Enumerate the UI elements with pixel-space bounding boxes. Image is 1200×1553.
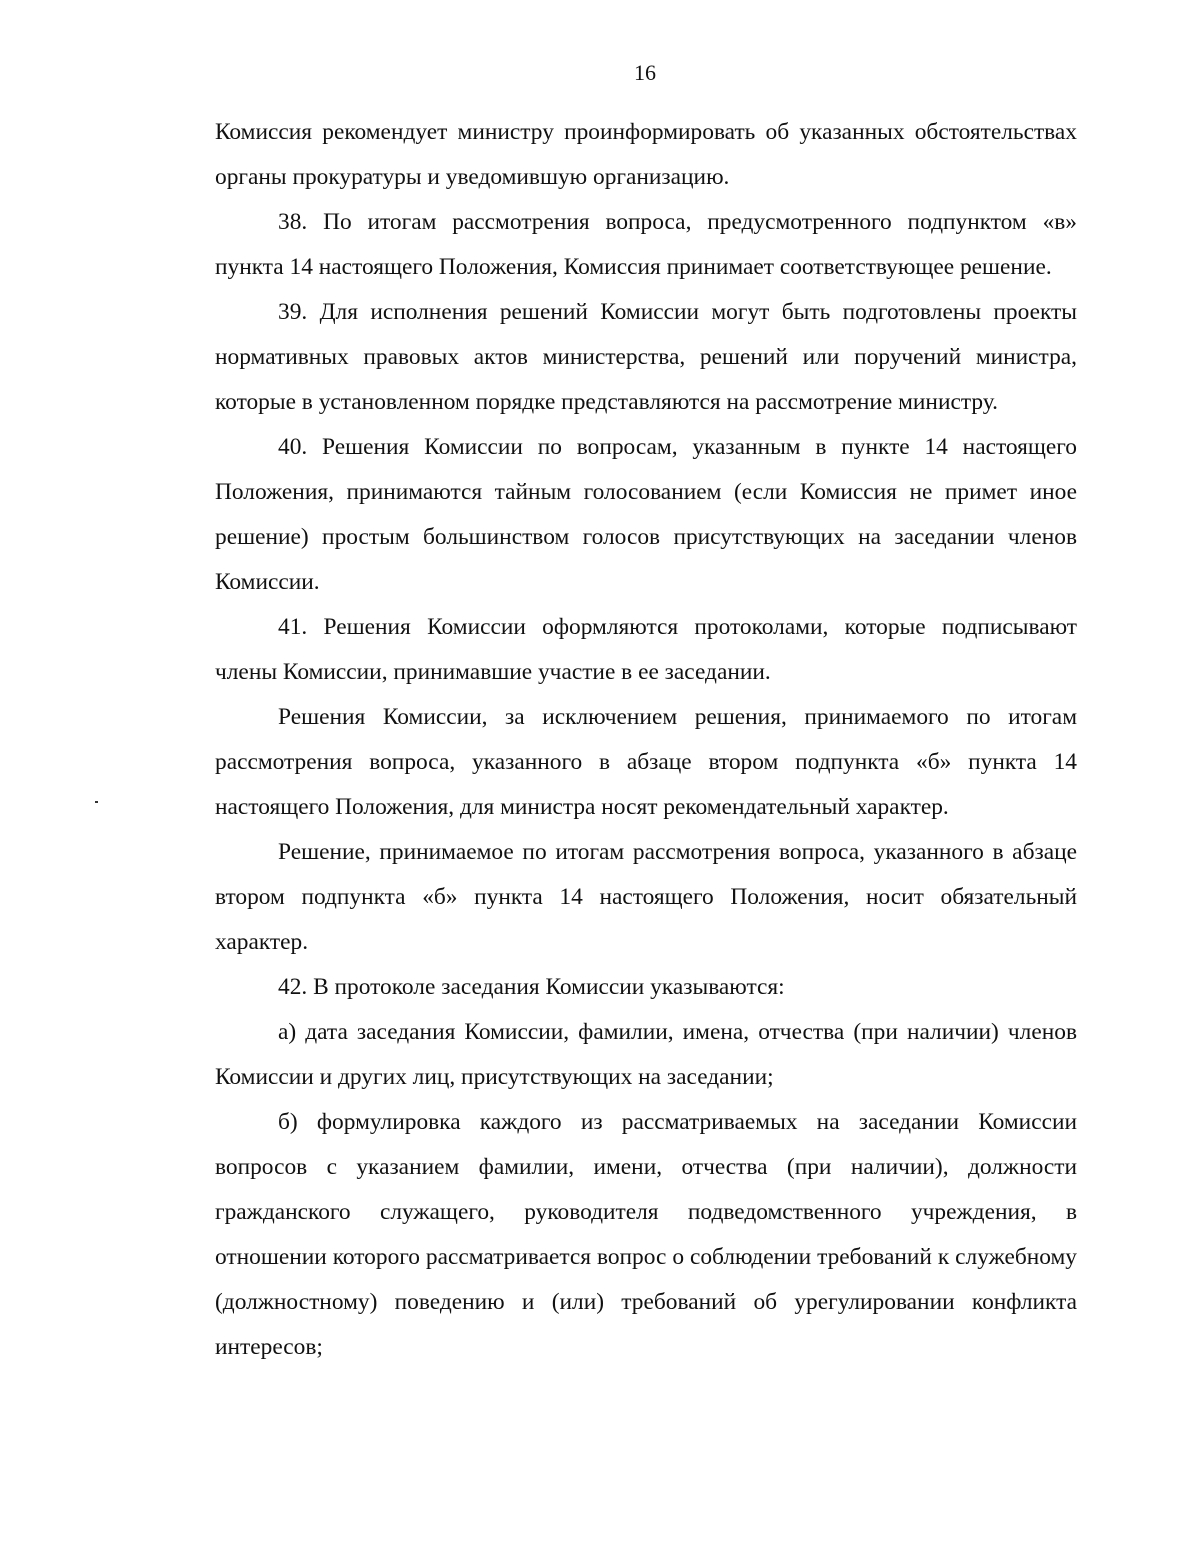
paragraph-42-a: а) дата заседания Комиссии, фамилии, имена, отчества (при наличии) членов Комиссии и других лиц, присутствующих на заседании; [215,1019,1077,1090]
paragraph-41-second: Решения Комиссии, за исключением решения, принимаемого по итогам рассмотрения вопроса, указанного в абзаце втором подпункта «б» пункта 14 настоящего Положения, для министра носят рекомендательный характер. [215,704,1077,820]
page-number: 16 [634,60,656,85]
paragraph-continuation: Комиссия рекомендует министру проинформировать об указанных обстоятельствах органы прокуратуры и уведомившую организацию. [215,119,1077,190]
paragraph-42: 42. В протоколе заседания Комиссии указываются: [278,974,785,1000]
document-body [215,110,1077,1370]
paragraph-40: 40. Решения Комиссии по вопросам, указанным в пункте 14 настоящего Положения, принимаются тайным голосованием (если Комиссия не примет иное решение) простым большинством голосов присутствующих на заседании членов Комиссии. [215,434,1077,595]
paragraph-39: 39. Для исполнения решений Комиссии могут быть подготовлены проекты нормативных правовых актов министерства, решений или поручений министра, которые в установленном порядке представляются на рассмотрение министру. [215,299,1077,415]
stray-mark [95,801,98,803]
paragraph-41-third: Решение, принимаемое по итогам рассмотрения вопроса, указанного в абзаце втором подпункта «б» пункта 14 настоящего Положения, носит обязательный характер. [215,839,1077,955]
paragraph-38: 38. По итогам рассмотрения вопроса, предусмотренного подпунктом «в» пункта 14 настоящего Положения, Комиссия принимает соответствующее решение. [215,209,1077,280]
paragraph-41: 41. Решения Комиссии оформляются протоколами, которые подписывают члены Комиссии, принимавшие участие в ее заседании. [215,614,1077,685]
paragraph-42-b: б) формулировка каждого из рассматриваемых на заседании Комиссии вопросов с указанием фамилии, имени, отчества (при наличии), должности гражданского служащего, руководителя подведомственного учреждения, в отношении которого рассматривается вопрос о соблюдении требований к служебному (должностному) поведению и (или) требований об урегулировании конфликта интересов; [215,1109,1077,1360]
